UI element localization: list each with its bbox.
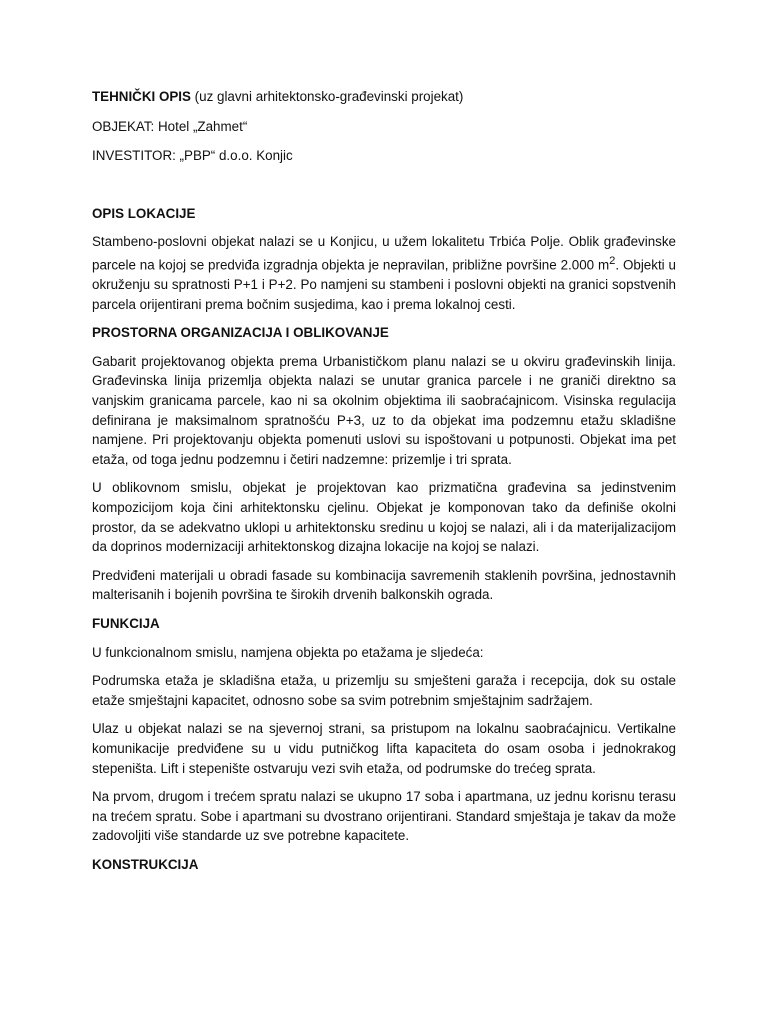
investor-line: INVESTITOR: „PBP“ d.o.o. Konjic xyxy=(92,148,293,164)
paragraph-gabarit: Gabarit projektovanog objekta prema Urbanističkom planu nalazi se u okviru građevinskih linija. Građevinska linija prizemlja objekta nalazi se unutar granica parcele i ne graniči direktno sa vanjskim granicama parcele, kao ni sa okolnim objektima ili saobraćajnicom. Visinska regulacija definirana je maksimalnom spratnošću P+3, uz to da objekat ima podzemnu etažu skladišne namjene. Pri projektovanju objekta pomenuti uslovi su ispoštovani u potpunosti. Objekat ima pet etaža, od toga jednu podzemnu i četiri nadzemne: prizemlje i tri sprata. xyxy=(92,353,676,467)
section-heading-opis-lokacije: OPIS LOKACIJE xyxy=(92,205,196,221)
section-heading-prostorna: PROSTORNA ORGANIZACIJA I OBLIKOVANJE xyxy=(92,325,389,341)
paragraph-sobe: Na prvom, drugom i trećem spratu nalazi se ukupno 17 soba i apartmana, uz jednu korisnu terasu na trećem spratu. Sobe i apartmani su dvostrano orijentirani. Standard smještaja je takav da može zadovoljiti više standarde uz sve potrebne kapacitete. xyxy=(92,789,676,844)
paragraph-oblikovanje: U oblikovnom smislu, objekat je projektovan kao prizmatična građevina sa jedinstvenim kompozicijom koja čini arhitektonsku cjelinu. Objekat je komponovan tako da definiše okolni prostor, da se adekvatno uklopi u arhitektonsku sredinu u kojoj se nalazi, ali i da materijalizacijom da doprinos modernizaciji arhitektonskog dizajna lokacije na kojoj se nalazi. xyxy=(92,480,676,555)
paragraph-ulaz: Ulaz u objekat nalazi se na sjevernoj strani, sa pristupom na lokalnu saobraćajnicu. Vertikalne komunikacije predviđene su u vidu putničkog lifta kapaciteta do osam osoba i jednokrakog stepeništa. Lift i stepenište ostvaruju vezi svih etaža, od podrumske do trećeg sprata. xyxy=(92,721,676,776)
paragraph-location-part1: Stambeno-poslovni objekat nalazi se u Konjicu, u užem lokalitetu Trbića Polje. Oblik građevinske parcele na kojoj se predviđa izgradnja objekta je nepravilan, približne površine 2.000 m xyxy=(92,234,676,273)
object-line: OBJEKAT: Hotel „Zahmet“ xyxy=(92,118,248,134)
paragraph-etaze: Podrumska etaža je skladišna etaža, u prizemlju su smješteni garaža i recepcija, dok su ostale etaže smještajni kapacitet, odnosno sobe sa svim potrebnim smještajnim sadržajem. xyxy=(92,673,676,708)
paragraph-location xyxy=(92,232,676,314)
superscript-area: 2 xyxy=(609,254,616,267)
section-heading-funkcija: FUNKCIJA xyxy=(92,615,160,631)
document-title-rest: (uz glavni arhitektonsko-građevinski projekat) xyxy=(190,89,464,104)
paragraph-materijali: Predviđeni materijali u obradi fasade su kombinacija savremenih staklenih površina, jednostavnih malterisanih i bojenih površina te širokih drvenih balkonskih ograda. xyxy=(92,567,676,603)
paragraph-location-part2: . Objekti u okruženju su spratnosti P+1 i P+2. Po namjeni su stambeni i poslovni objekti na granici sopstvenih parcela orijentirani prema bočnim susjedima, kao i prema lokalnoj cesti. xyxy=(92,257,676,312)
paragraph-funkcija-intro: U funkcionalnom smislu, namjena objekta po etažama je sljedeća: xyxy=(92,644,484,660)
section-heading-konstrukcija: KONSTRUKCIJA xyxy=(92,856,199,872)
document-title-bold: TEHNIČKI OPIS xyxy=(92,89,191,104)
document-title xyxy=(92,87,676,107)
